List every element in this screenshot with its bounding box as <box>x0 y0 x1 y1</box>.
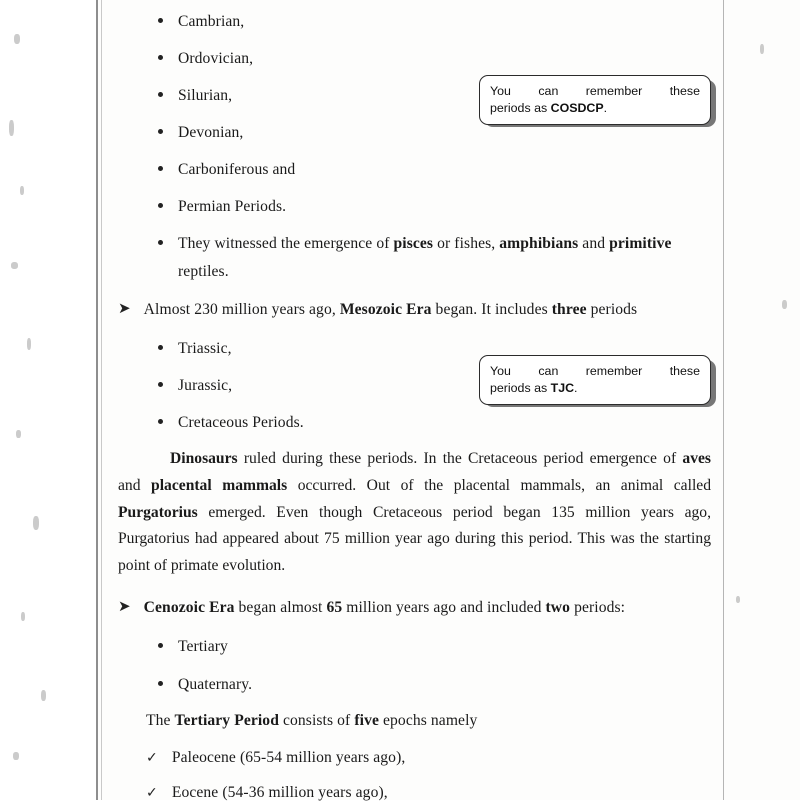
bullet-dot-icon <box>158 681 163 686</box>
callout-cosdcp-mnemonic: COSDCP <box>550 100 604 115</box>
paragraph-bold-purgatorius: Purgatorius <box>118 503 198 521</box>
paragraph-text-3: occurred. Out of the placental mammals, an animal called <box>287 476 711 494</box>
cenozoic-text-mid1: began almost <box>234 599 327 616</box>
bullet-dot-icon <box>158 240 163 245</box>
list-item <box>158 234 718 282</box>
callout-cosdcp-line2-post: . <box>603 100 608 115</box>
bullet-dot-icon <box>158 129 163 134</box>
bullet-dot-icon <box>158 203 163 208</box>
check-bullet-icon: ✓ <box>146 785 158 801</box>
callout-tjc-line2-pre: periods as <box>490 380 551 395</box>
emergence-text-mid2: and <box>578 235 610 252</box>
margin-rule-right <box>723 0 724 800</box>
callout-tjc-line2-post: . <box>574 380 578 395</box>
paragraph-dinosaurs <box>118 446 711 580</box>
list-item-label: Permian Periods. <box>178 198 287 215</box>
list-item-label: Ordovician, <box>178 50 254 67</box>
bullet-dot-icon <box>158 55 163 60</box>
scan-speck <box>760 44 764 54</box>
bullet-dot-icon <box>158 345 163 350</box>
paragraph-text-1: ruled during these periods. In the Cretaceous period emergence of <box>237 450 683 467</box>
bullet-dot-icon <box>158 643 163 648</box>
list-item-label: Devonian, <box>178 124 244 141</box>
callout-cosdcp-line2-pre: periods as <box>490 100 551 115</box>
list-item <box>158 123 243 142</box>
scan-speck <box>782 300 787 309</box>
cenozoic-text-post: periods: <box>570 599 626 616</box>
list-item <box>158 376 232 395</box>
scan-speck <box>21 612 25 621</box>
list-item <box>158 637 228 656</box>
scan-speck <box>14 34 20 44</box>
paragraph-bold-placental-mammals: placental mammals <box>151 476 288 494</box>
bullet-dot-icon <box>158 18 163 23</box>
callout-cosdcp-line1: You can remember these <box>490 84 700 98</box>
cenozoic-bold-65: 65 <box>326 599 343 616</box>
paragraph-bold-dinosaurs: Dinosaurs <box>170 450 238 467</box>
list-item-label: Silurian, <box>178 87 233 104</box>
emergence-text-wrap: reptiles. <box>178 263 229 281</box>
page-left-margin <box>0 0 96 800</box>
page-content <box>118 0 718 800</box>
list-item <box>158 339 232 358</box>
list-item-label: Jurassic, <box>178 377 233 394</box>
scan-speck <box>33 516 39 530</box>
mesozoic-bold-era: Mesozoic Era <box>339 301 432 318</box>
list-item-label: Cretaceous Periods. <box>178 414 304 431</box>
bullet-dot-icon <box>158 382 163 387</box>
scan-speck <box>11 262 18 269</box>
margin-rule-left-secondary <box>101 0 102 800</box>
tertiary-bold-five: five <box>354 712 379 729</box>
tertiary-period-line <box>146 711 706 730</box>
callout-cosdcp <box>479 75 711 125</box>
tertiary-text-post: epochs namely <box>379 712 478 729</box>
scan-speck <box>41 690 46 701</box>
list-item <box>146 748 405 768</box>
cenozoic-bold-two: two <box>545 599 571 616</box>
list-item-label: Paleocene (65-54 million years ago), <box>171 749 406 766</box>
mesozoic-text-post: periods <box>586 301 638 318</box>
cenozoic-bold-era: Cenozoic Era <box>143 599 235 616</box>
emergence-bold-primitive: primitive <box>609 235 672 252</box>
check-bullet-icon: ✓ <box>146 750 158 766</box>
bullet-dot-icon <box>158 166 163 171</box>
callout-tjc <box>479 355 711 405</box>
arrow-bullet-icon: ➤ <box>118 299 131 317</box>
scan-speck <box>16 430 21 438</box>
callout-tjc-line1: You can remember these <box>490 364 700 378</box>
paragraph-text-4: emerged. Even though Cretaceous period began 135 million years ago, Purgatorius had appeared about 75 million year ago during this period. This was the starting point of primate evolution. <box>118 503 711 575</box>
tertiary-bold-period: Tertiary Period <box>174 712 279 729</box>
scan-speck <box>736 596 740 603</box>
mesozoic-text-mid: began. It includes <box>431 301 552 318</box>
bullet-dot-icon <box>158 92 163 97</box>
list-item <box>158 86 232 105</box>
tertiary-text-pre: The <box>146 712 175 729</box>
bullet-dot-icon <box>158 419 163 424</box>
emergence-text-mid1: or fishes, <box>433 235 500 252</box>
list-item <box>158 160 295 179</box>
scan-speck <box>13 752 19 760</box>
list-item <box>158 675 252 694</box>
emergence-bold-amphibians: amphibians <box>499 235 579 252</box>
list-item-label: Triassic, <box>178 340 232 357</box>
list-item-label: Tertiary <box>178 638 228 655</box>
mesozoic-bold-three: three <box>551 301 587 318</box>
emergence-text-pre: They witnessed the emergence of <box>178 235 394 252</box>
paragraph-text-2: and <box>118 476 152 494</box>
list-item-label: Quaternary. <box>178 676 253 693</box>
list-item-label: Eocene (54-36 million years ago), <box>171 784 388 801</box>
scan-speck <box>27 338 31 350</box>
list-item-label: Cambrian, <box>178 13 245 30</box>
list-item-label: Carboniferous and <box>178 161 296 178</box>
list-item <box>158 12 244 31</box>
list-item <box>158 197 286 216</box>
callout-tjc-mnemonic: TJC <box>550 380 575 395</box>
section-heading-mesozoic <box>118 300 718 319</box>
emergence-bold-pisces: pisces <box>393 235 434 252</box>
paragraph-bold-aves: aves <box>682 450 711 467</box>
list-item <box>158 49 253 68</box>
scan-speck <box>20 186 24 195</box>
tertiary-text-mid: consists of <box>278 712 355 729</box>
arrow-bullet-icon: ➤ <box>118 597 131 615</box>
margin-rule-left <box>96 0 98 800</box>
mesozoic-text-pre: Almost 230 million years ago, <box>143 301 340 318</box>
cenozoic-text-mid2: million years ago and included <box>342 599 546 616</box>
list-item <box>158 413 304 432</box>
section-heading-cenozoic <box>118 598 718 617</box>
scan-speck <box>9 120 14 136</box>
